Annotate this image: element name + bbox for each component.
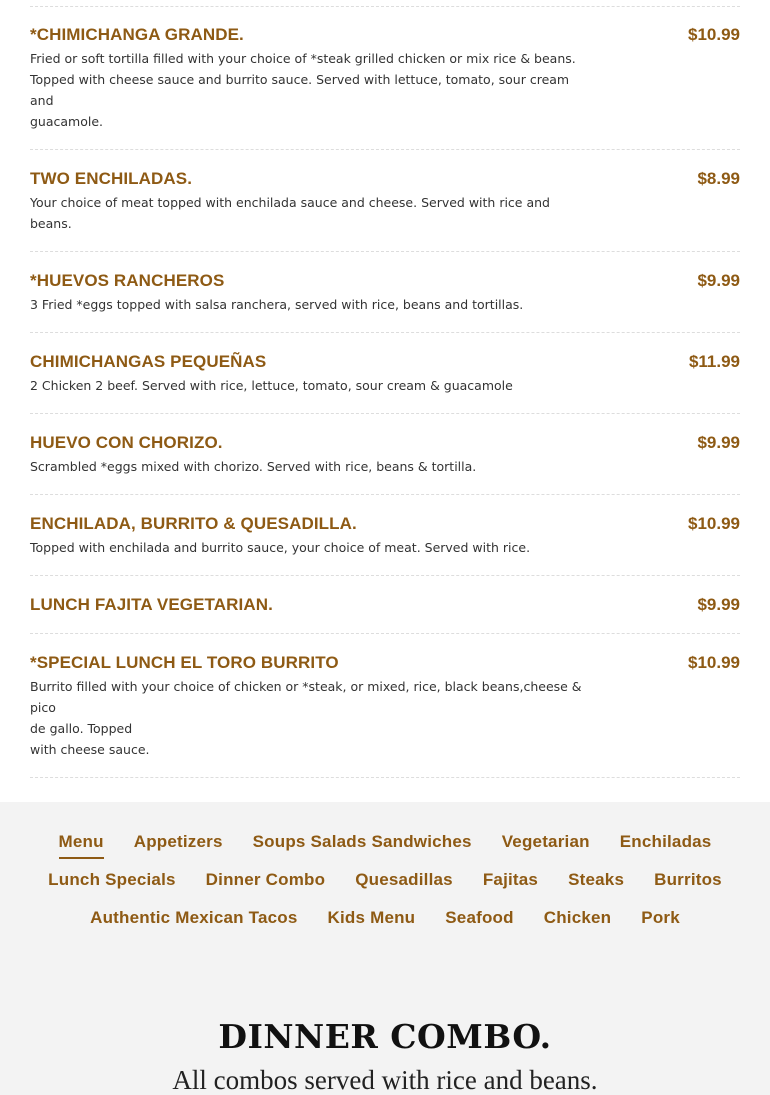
nav-link-authentic-mexican-tacos[interactable]: Authentic Mexican Tacos <box>90 908 298 927</box>
menu-item-name: *SPECIAL LUNCH EL TORO BURRITO <box>30 653 339 672</box>
nav-link-fajitas[interactable]: Fajitas <box>482 870 539 889</box>
section-title: DINNER COMBO. <box>218 1017 552 1056</box>
menu-item-price: $10.99 <box>688 25 740 44</box>
menu-item-name: HUEVO CON CHORIZO. <box>30 433 223 452</box>
menu-item-description-line: Topped with cheese sauce and burrito sauce. Served with lettuce, tomato, sour cream and <box>30 72 570 108</box>
menu-item-description-line: 3 Fried *eggs topped with salsa ranchera, served with rice, beans and tortillas. <box>30 297 524 312</box>
menu-item-description-line: Your choice of meat topped with enchilada sauce and cheese. Served with rice and beans. <box>30 195 550 231</box>
menu-item-price: $9.99 <box>697 433 740 452</box>
menu-item-description-line: de gallo. Topped <box>30 721 133 736</box>
menu-item-description <box>30 48 590 132</box>
menu-item-price: $8.99 <box>697 169 740 188</box>
nav-link-kids-menu[interactable]: Kids Menu <box>327 908 416 927</box>
menu-item-list <box>30 6 740 778</box>
nav-link-steaks[interactable]: Steaks <box>568 870 625 889</box>
nav-link-appetizers[interactable]: Appetizers <box>133 832 223 851</box>
nav-link-menu[interactable]: Menu <box>59 830 104 859</box>
nav-link-lunch-specials[interactable]: Lunch Specials <box>48 870 176 889</box>
menu-item-description-line: Fried or soft tortilla filled with your choice of *steak grilled chicken or mix rice & beans. <box>30 51 576 66</box>
menu-item <box>30 6 740 150</box>
menu-item <box>30 495 740 576</box>
nav-link-seafood[interactable]: Seafood <box>445 908 514 927</box>
menu-item-description <box>30 192 590 234</box>
menu-item-name: *HUEVOS RANCHEROS <box>30 271 225 290</box>
menu-item-description <box>30 537 590 558</box>
menu-item-name: *CHIMICHANGA GRANDE. <box>30 25 244 44</box>
menu-item <box>30 333 740 414</box>
menu-item-name: TWO ENCHILADAS. <box>30 169 193 188</box>
menu-item-description-line: guacamole. <box>30 114 104 129</box>
menu-item-description-line: Scrambled *eggs mixed with chorizo. Served with rice, beans & tortilla. <box>30 459 477 474</box>
menu-item-description-line: Burrito filled with your choice of chicken or *steak, or mixed, rice, black beans,cheese & pico <box>30 679 582 715</box>
category-nav-row <box>0 868 770 906</box>
menu-item <box>30 634 740 778</box>
menu-item-name: LUNCH FAJITA VEGETARIAN. <box>30 595 273 614</box>
nav-link-burritos[interactable]: Burritos <box>654 870 722 889</box>
menu-item <box>30 150 740 252</box>
menu-item-name: CHIMICHANGAS PEQUEÑAS <box>30 352 267 371</box>
menu-item-description <box>30 456 590 477</box>
menu-item-price: $11.99 <box>688 352 740 371</box>
nav-link-enchiladas[interactable]: Enchiladas <box>619 832 712 851</box>
section-subtitle: All combos served with rice and beans. <box>172 1065 598 1095</box>
nav-link-pork[interactable]: Pork <box>641 908 680 927</box>
menu-item <box>30 576 740 634</box>
category-nav-row <box>0 830 770 868</box>
menu-item-description-line: 2 Chicken 2 beef. Served with rice, lettuce, tomato, sour cream & guacamole <box>30 378 513 393</box>
menu-item-description <box>30 375 590 396</box>
nav-link-dinner-combo[interactable]: Dinner Combo <box>205 870 326 889</box>
category-nav-section <box>0 802 770 1095</box>
nav-link-quesadillas[interactable]: Quesadillas <box>355 870 453 889</box>
menu-item <box>30 252 740 333</box>
category-nav-row <box>0 906 770 944</box>
nav-link-chicken[interactable]: Chicken <box>543 908 612 927</box>
menu-item-description-line: Topped with enchilada and burrito sauce, your choice of meat. Served with rice. <box>30 540 531 555</box>
menu-item-price: $10.99 <box>688 653 740 672</box>
menu-item-name: ENCHILADA, BURRITO & QUESADILLA. <box>30 514 357 533</box>
menu-item-description-line: with cheese sauce. <box>30 742 150 757</box>
menu-item-description <box>30 676 590 760</box>
menu-item <box>30 414 740 495</box>
menu-item-price: $9.99 <box>697 595 740 614</box>
menu-item-price: $10.99 <box>688 514 740 533</box>
menu-item-price: $9.99 <box>697 271 740 290</box>
category-nav <box>0 830 770 944</box>
nav-link-vegetarian[interactable]: Vegetarian <box>501 832 590 851</box>
nav-link-soups-salads-sandwiches[interactable]: Soups Salads Sandwiches <box>252 832 472 851</box>
menu-item-description <box>30 294 590 315</box>
